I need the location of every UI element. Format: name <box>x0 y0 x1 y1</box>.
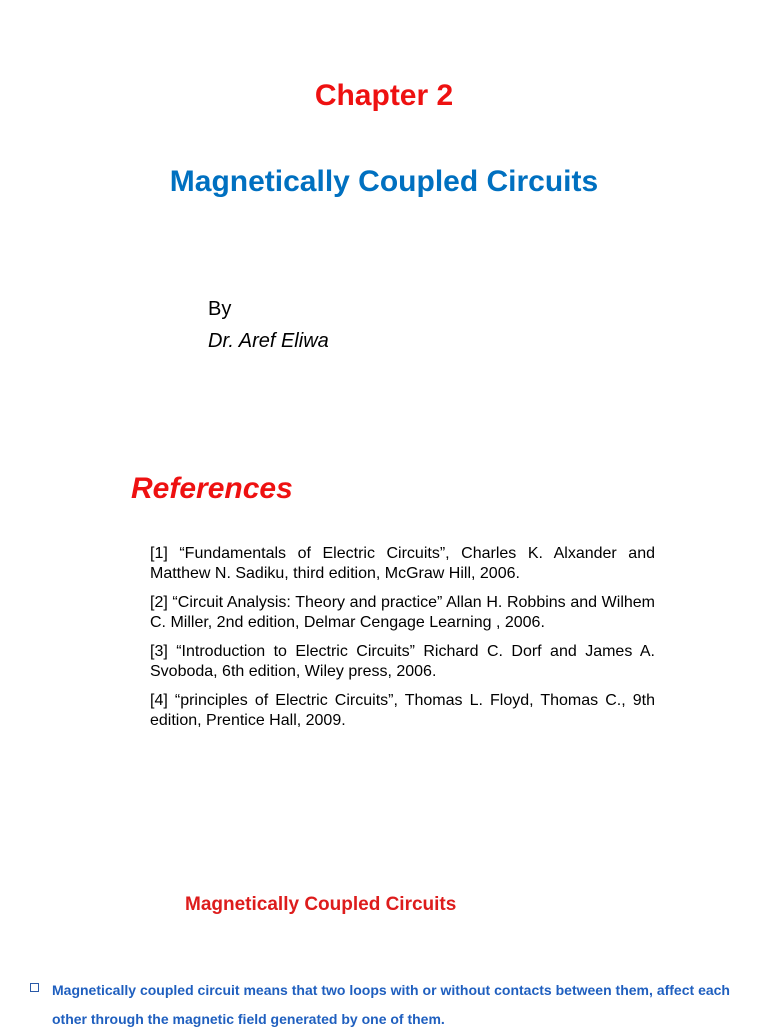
references-list <box>150 544 655 740</box>
reference-item: [2] “Circuit Analysis: Theory and practice” Allan H. Robbins and Wilhem C. Miller, 2nd edition, Delmar Cengage Learning , 2006. <box>150 594 655 631</box>
references-heading: References <box>131 472 293 505</box>
reference-item: [1] “Fundamentals of Electric Circuits”, Charles K. Alxander and Matthew N. Sadiku, third edition, McGraw Hill, 2006. <box>150 545 655 582</box>
reference-item: [4] “principles of Electric Circuits”, Thomas L. Floyd, Thomas C., 9th edition, Prentice Hall, 2009. <box>150 692 655 729</box>
document-title: Magnetically Coupled Circuits <box>169 165 599 198</box>
square-bullet-icon <box>30 983 39 992</box>
bullet-paragraph <box>30 976 730 1034</box>
bullet-text: Magnetically coupled circuit means that two loops with or without contacts between them, affect each other through the magnetic field generated by one of them. <box>52 982 730 1027</box>
reference-item: [3] “Introduction to Electric Circuits” Richard C. Dorf and James A. Svoboda, 6th edition, Wiley press, 2006. <box>150 643 655 680</box>
by-label: By <box>208 298 232 320</box>
chapter-title: Chapter 2 <box>314 79 454 112</box>
author-name: Dr. Aref Eliwa <box>208 330 329 352</box>
section-heading: Magnetically Coupled Circuits <box>185 894 457 915</box>
